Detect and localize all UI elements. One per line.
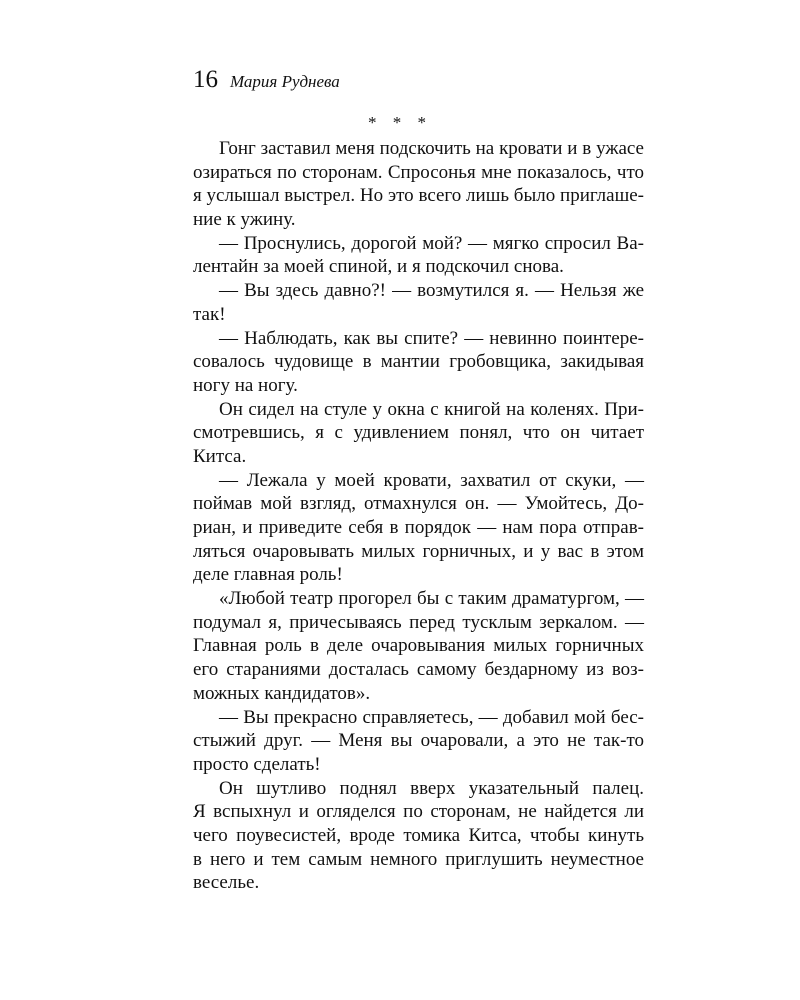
- text-line: — Вы прекрасно справляетесь, — добавил мой бес-: [219, 706, 644, 728]
- text-line: можных кандидатов».: [193, 682, 371, 704]
- text-line: его стараниями досталась самому бездарному из воз-: [193, 659, 644, 681]
- text-line: поймав мой взгляд, отмахнулся он. — Умойтесь, До-: [193, 493, 644, 515]
- text-line: совалось чудовище в мантии гробовщика, закидывая: [193, 351, 644, 373]
- text-line: «Любой театр прогорел бы с таким драматургом, —: [219, 588, 644, 610]
- text-line: — Проснулись, дорогой мой? — мягко спросил Ва-: [219, 232, 644, 254]
- running-title: Мария Руднева: [230, 72, 340, 91]
- text-line: — Вы здесь давно?! — возмутился я. — Нельзя же: [219, 280, 644, 302]
- text-line: веселье.: [193, 872, 260, 894]
- text-line: Он шутливо поднял вверх указательный палец.: [219, 777, 644, 799]
- text-line: озираться по сторонам. Спросонья мне показалось, что: [193, 161, 644, 183]
- body-text: [193, 137, 644, 895]
- text-line: так!: [193, 303, 226, 325]
- text-line: деле главная роль!: [193, 564, 343, 586]
- text-line: — Наблюдать, как вы спите? — невинно поинтере-: [219, 327, 644, 349]
- page-number: 16: [193, 66, 218, 93]
- text-line: лентайн за моей спиной, и я подскочил снова.: [193, 256, 564, 278]
- text-line: просто сделать!: [193, 753, 321, 775]
- text-line: — Лежала у моей кровати, захватил от скуки, —: [219, 469, 644, 491]
- text-line: Я вспыхнул и огляделся по сторонам, не найдется ли: [193, 801, 644, 823]
- text-line: ногу на ногу.: [193, 374, 298, 396]
- text-line: подумал я, причесываясь перед тусклым зеркалом. —: [193, 611, 644, 633]
- text-line: Китса.: [193, 445, 247, 467]
- text-line: смотревшись, я с удивлением понял, что он читает: [193, 422, 644, 444]
- text-line: Он сидел на стуле у окна с книгой на коленях. При-: [219, 398, 644, 420]
- text-line: Гонг заставил меня подскочить на кровати и в ужасе: [219, 138, 644, 159]
- text-line: в него и тем самым немного приглушить неуместное: [193, 848, 644, 870]
- page-header: [193, 64, 340, 96]
- text-line: ляться очаровывать милых горничных, и у вас в этом: [193, 540, 644, 562]
- text-line: стыжий друг. — Меня вы очаровали, а это не так-то: [193, 730, 644, 752]
- text-line: риан, и приведите себя в порядок — нам пора отправ-: [193, 517, 644, 538]
- text-line: я услышал выстрел. Но это всего лишь было приглаше-: [193, 185, 644, 207]
- text-line: чего поувесистей, вроде томика Китса, чтобы кинуть: [193, 824, 644, 846]
- section-separator: * * *: [368, 113, 432, 132]
- text-line: Главная роль в деле очаровывания милых горничных: [193, 635, 644, 657]
- text-line: ние к ужину.: [193, 209, 296, 231]
